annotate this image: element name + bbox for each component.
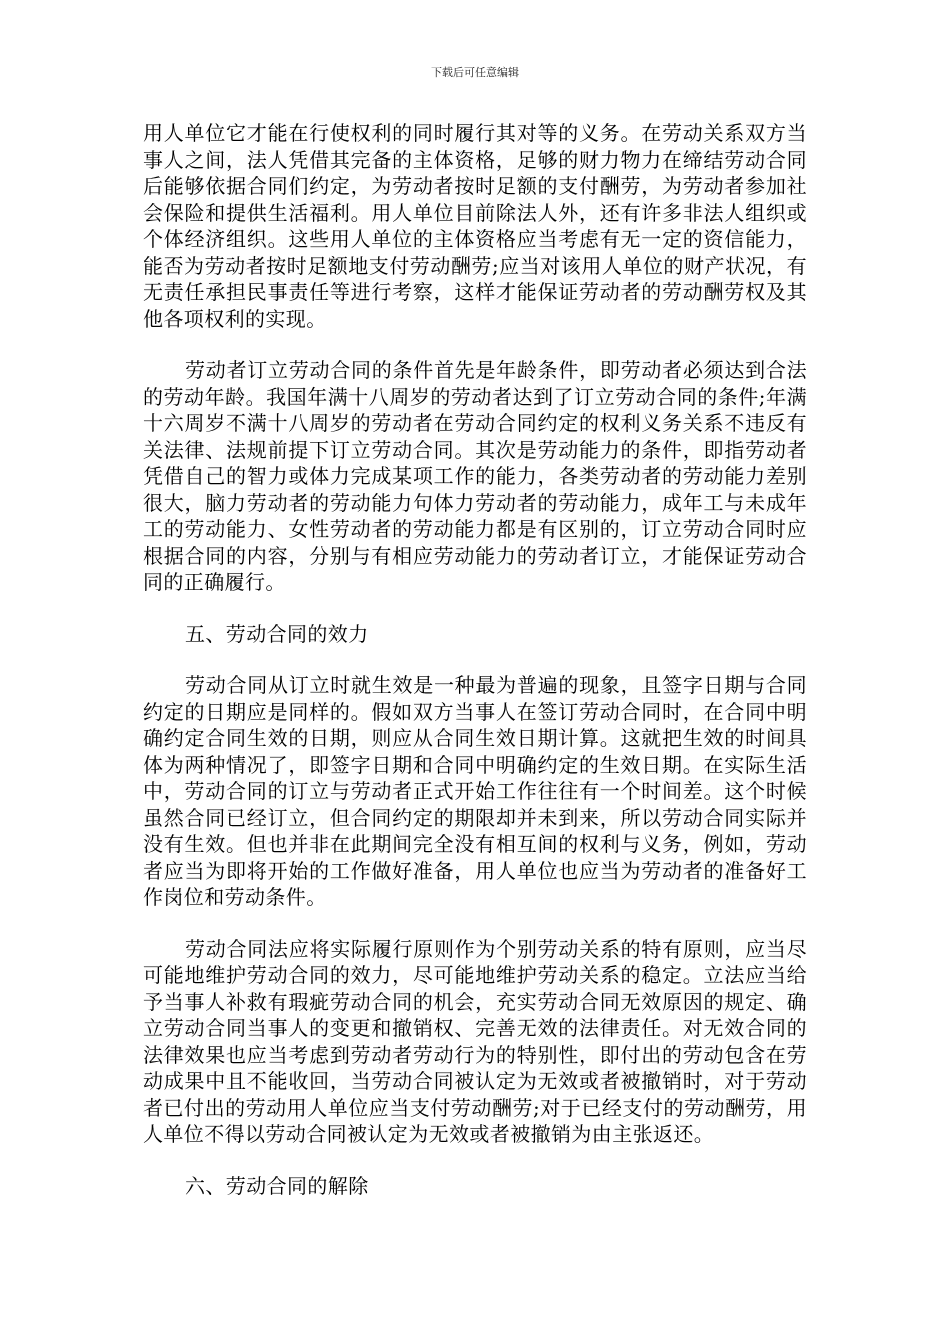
paragraph-actual-performance: 劳动合同法应将实际履行原则作为个别劳动关系的特有原则，应当尽可能地维护劳动合同的效力，尽可能地维护劳动关系的稳定。立法应当给予当事人补救有瑕疵劳动合同的机会，充实劳动合同无效原因的规定、确立劳动合同当事人的变更和撤销权、完善无效的法律责任。对无效合同的法律效果也应当考虑到劳动者劳动行为的特别性，即付出的劳动包含在劳动成果中且不能收回，当劳动合同被认定为无效或者被撤销时，对于劳动者已付出的劳动用人单位应当支付劳动酬劳;对于已经支付的劳动酬劳，用人单位不得以劳动合同被认定为无效或者被撤销为由主张返还。 [143, 936, 807, 1146]
paragraph-continuation: 用人单位它才能在行使权利的同时履行其对等的义务。在劳动关系双方当事人之间，法人凭借其完备的主体资格，足够的财力物力在缔结劳动合同后能够依据合同们约定，为劳动者按时足额的支付酬劳，为劳动者参加社会保险和提供生活福利。用人单位目前除法人外，还有许多非法人组织或个体经济组织。这些用人单位的主体资格应当考虑有无一定的资信能力，能否为劳动者按时足额地支付劳动酬劳;应当对该用人单位的财产状况，有无责任承担民事责任等进行考察，这样才能保证劳动者的劳动酬劳权及其他各项权利的实现。 [143, 121, 807, 331]
page-header: 下载后可任意编辑 [431, 66, 519, 79]
document-body [143, 120, 807, 1199]
paragraph-contract-conditions: 劳动者订立劳动合同的条件首先是年龄条件，即劳动者必须达到合法的劳动年龄。我国年满十八周岁的劳动者达到了订立劳动合同的条件;年满十六周岁不满十八周岁的劳动者在劳动合同约定的权利义务关系不违反有关法律、法规前提下订立劳动合同。其次是劳动能力的条件，即指劳动者凭借自己的智力或体力完成某项工作的能力，各类劳动者的劳动能力差别很大，脑力劳动者的劳动能力句体力劳动者的劳动能力，成年工与未成年工的劳动能力、女性劳动者的劳动能力都是有区别的，订立劳动合同时应根据合同的内容，分别与有相应劳动能力的劳动者订立，才能保证劳动合同的正确履行。 [143, 358, 807, 594]
paragraph-contract-effectiveness: 劳动合同从订立时就生效是一种最为普遍的现象，且签字日期与合同约定的日期应是同样的。假如双方当事人在签订劳动合同时，在合同中明确约定合同生效的日期，则应从合同生效日期计算。这就把生效的时间具体为两种情况了，即签字日期和合同中明确约定的生效日期。在实际生活中，劳动合同的订立与劳动者正式开始工作往往有一个时间差。这个时候虽然合同已经订立，但合同约定的期限却并未到来，所以劳动合同实际并没有生效。但也并非在此期间完全没有相互间的权利与义务，例如，劳动者应当为即将开始的工作做好准备，用人单位也应当为劳动者的准备好工作岗位和劳动条件。 [143, 673, 807, 909]
section-heading-contract-termination: 六、劳动合同的解除 [185, 1173, 369, 1198]
section-heading-contract-validity: 五、劳动合同的效力 [185, 621, 369, 646]
